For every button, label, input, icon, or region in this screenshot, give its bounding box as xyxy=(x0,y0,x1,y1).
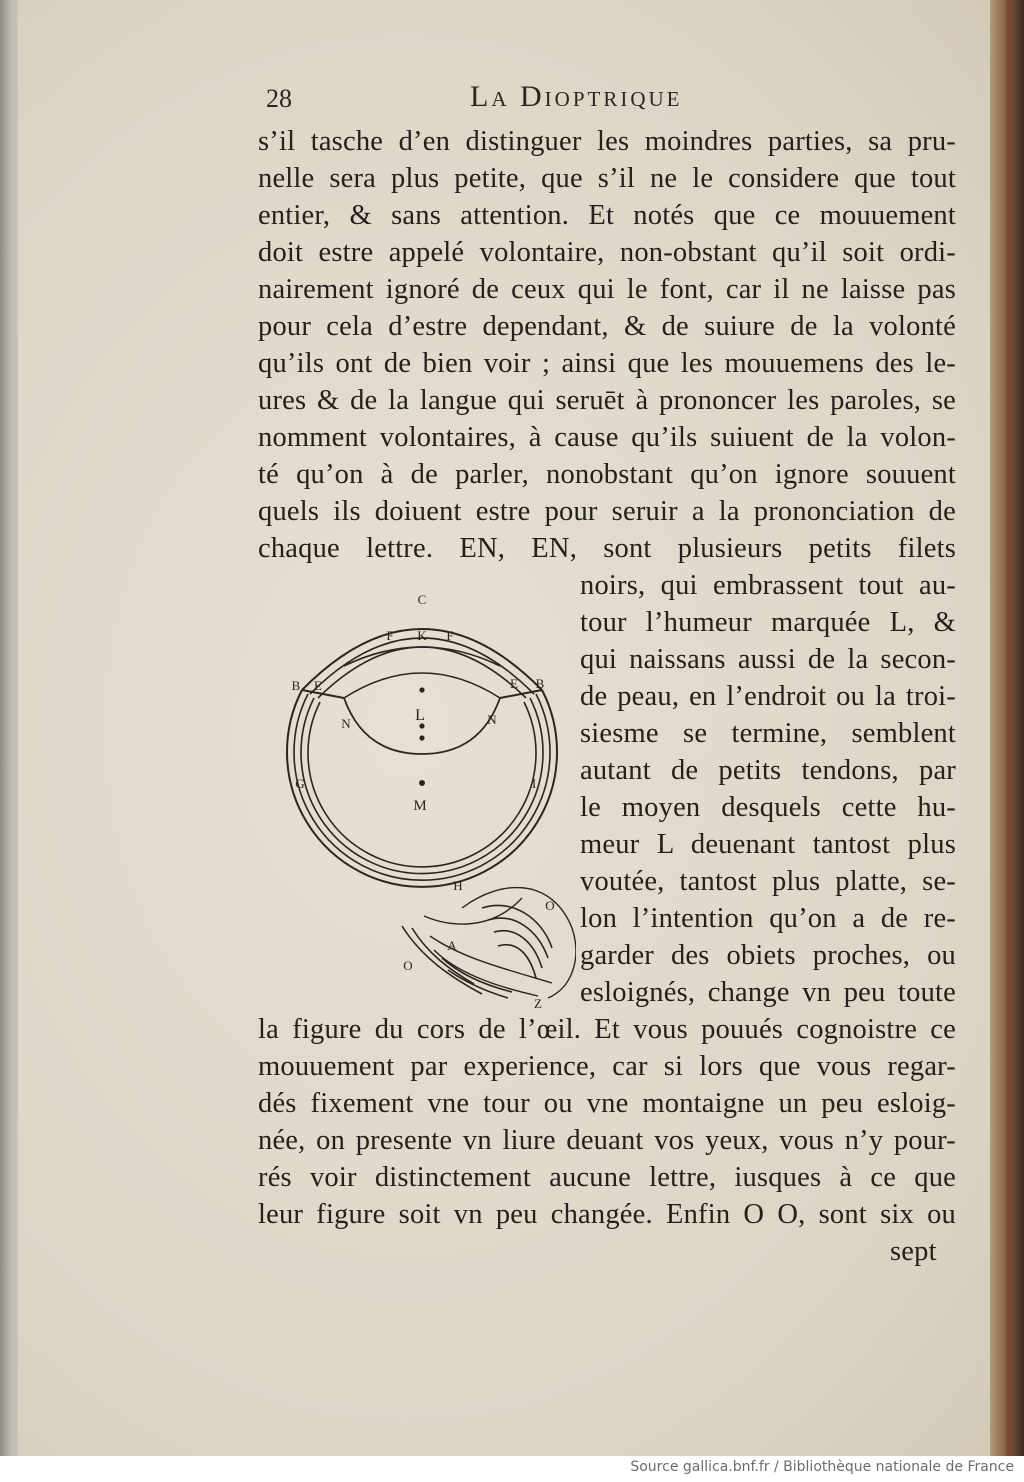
fore-edge-red-stain xyxy=(1006,0,1012,1456)
text-line: té qu’on à de parler, nonobstant qu’on ignore souuent xyxy=(258,459,956,490)
label-g: G xyxy=(295,776,305,791)
text-line: nelle sera plus petite, que s’il ne le considere que tout xyxy=(258,163,956,194)
text-line: s’il tasche d’en distinguer les moindres parties, sa pru- xyxy=(258,126,956,157)
label-o-right: O xyxy=(545,898,555,913)
label-l: L xyxy=(415,707,425,724)
side-text-line: le moyen desquels cette hu- xyxy=(580,792,956,823)
label-n-left: N xyxy=(341,716,351,731)
label-n-right: N xyxy=(487,712,497,727)
label-z: Z xyxy=(534,996,542,1010)
side-text-line: qui naissans aussi de la secon- xyxy=(580,644,956,675)
eye-diagram-svg xyxy=(252,578,576,1010)
side-text-line: esloignés, change vn peu toute xyxy=(580,977,956,1008)
text-line: la figure du cors de l’œil. Et vous pouués cognoistre ce xyxy=(258,1014,956,1045)
side-text-line: de peau, en l’endroit ou la troi- xyxy=(580,681,956,712)
running-header xyxy=(262,80,962,120)
side-text-line: autant de petits tendons, par xyxy=(580,755,956,786)
side-text-line: siesme se termine, semblent xyxy=(580,718,956,749)
text-line: mouuement par experience, car si lors que vous regar- xyxy=(258,1051,956,1082)
source-credit: Source gallica.bnf.fr / Bibliothèque nationale de France xyxy=(630,1459,1014,1475)
label-f-left: F xyxy=(386,628,394,643)
label-a: A xyxy=(447,938,457,953)
side-text-line: voutée, tantost plus platte, se- xyxy=(580,866,956,897)
side-text-line: garder des obiets proches, ou xyxy=(580,940,956,971)
text-line: leur figure soit vn peu changée. Enfin O O, sont six ou xyxy=(258,1199,956,1230)
text-line: ures & de la langue qui seruēt à prononcer les paroles, se xyxy=(258,385,956,416)
text-line: pour cela d’estre dependant, & de suiure de la volonté xyxy=(258,311,956,342)
eye-diagram xyxy=(252,578,576,1010)
text-line: quels ils doiuent estre pour seruir a la prononciation de xyxy=(258,496,956,527)
page-number: 28 xyxy=(266,84,292,113)
label-c: C xyxy=(417,592,427,607)
label-e-right: E xyxy=(510,676,518,691)
text-line: rés voir distinctement aucune lettre, iusques à ce que xyxy=(258,1162,956,1193)
label-h: H xyxy=(453,878,463,893)
catchword: sept xyxy=(890,1236,937,1267)
text-line: qu’ils ont de bien voir ; ainsi que les mouuemens des le- xyxy=(258,348,956,379)
label-k: K xyxy=(417,628,427,643)
label-b-right: B xyxy=(535,676,545,691)
side-text-line: noirs, qui embrassent tout au- xyxy=(580,570,956,601)
side-text-line: lon l’intention qu’on a de re- xyxy=(580,903,956,934)
text-line: dés fixement vne tour ou vne montaigne un peu esloig- xyxy=(258,1088,956,1119)
label-o-left: O xyxy=(403,958,413,973)
running-title: La Dioptrique xyxy=(470,80,683,113)
footer-bar xyxy=(0,1456,1024,1482)
text-line: entier, & sans attention. Et notés que ce mouuement xyxy=(258,200,956,231)
label-b-left: B xyxy=(291,678,301,693)
side-text-line: meur L deuenant tantost plus xyxy=(580,829,956,860)
text-line: chaque lettre. EN, EN, sont plusieurs petits filets xyxy=(258,533,956,564)
text-line: nomment volontaires, à cause qu’ils suiuent de la volon- xyxy=(258,422,956,453)
text-line: doit estre appelé volontaire, non-obstant qu’il soit ordi- xyxy=(258,237,956,268)
label-f-right: F xyxy=(446,628,454,643)
label-m: M xyxy=(413,798,427,814)
side-text-line: tour l’humeur marquée L, & xyxy=(580,607,956,638)
label-e-left: E xyxy=(314,678,322,693)
label-i: I xyxy=(531,776,537,791)
text-line: née, on presente vn liure deuant vos yeux, vous n’y pour- xyxy=(258,1125,956,1156)
text-line: nairement ignoré de ceux qui le font, car il ne laisse pas xyxy=(258,274,956,305)
